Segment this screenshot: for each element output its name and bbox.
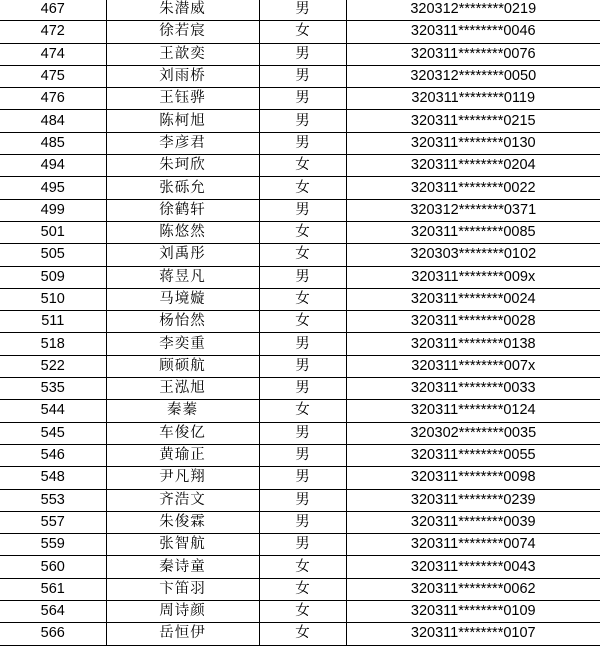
row-number-cell: 560 [0, 556, 106, 578]
name-cell: 尹凡翔 [106, 467, 259, 489]
name-cell: 秦诗童 [106, 556, 259, 578]
id-number-cell: 320311********0033 [346, 378, 600, 400]
id-number-cell: 320303********0102 [346, 244, 600, 266]
name-cell: 王歆奕 [106, 43, 259, 65]
gender-cell: 男 [259, 444, 346, 466]
row-number-cell: 545 [0, 422, 106, 444]
id-number-cell: 320311********007x [346, 355, 600, 377]
id-number-cell: 320311********0107 [346, 623, 600, 645]
id-number-cell: 320312********0050 [346, 65, 600, 87]
name-cell: 卞笛羽 [106, 578, 259, 600]
name-cell: 李奕重 [106, 333, 259, 355]
row-number-cell: 501 [0, 221, 106, 243]
id-number-cell: 320311********0022 [346, 177, 600, 199]
id-number-cell: 320311********0239 [346, 489, 600, 511]
row-number-cell: 474 [0, 43, 106, 65]
table-row [0, 467, 600, 489]
row-number-cell: 535 [0, 378, 106, 400]
table-row [0, 199, 600, 221]
row-number-cell: 509 [0, 266, 106, 288]
id-number-cell: 320311********0043 [346, 556, 600, 578]
row-number-cell: 564 [0, 601, 106, 623]
table-row [0, 601, 600, 623]
table-row [0, 623, 600, 645]
gender-cell: 男 [259, 65, 346, 87]
name-cell: 秦蓁 [106, 400, 259, 422]
row-number-cell: 476 [0, 88, 106, 110]
id-number-cell: 320311********0028 [346, 311, 600, 333]
table-row [0, 132, 600, 154]
gender-cell: 男 [259, 132, 346, 154]
table-row [0, 21, 600, 43]
name-cell: 王钰骅 [106, 88, 259, 110]
table-row [0, 311, 600, 333]
table-row [0, 511, 600, 533]
table-row [0, 556, 600, 578]
id-number-cell: 320311********0039 [346, 511, 600, 533]
gender-cell: 男 [259, 88, 346, 110]
row-number-cell: 548 [0, 467, 106, 489]
name-cell: 蒋昱凡 [106, 266, 259, 288]
id-number-cell: 320311********0130 [346, 132, 600, 154]
table-row [0, 88, 600, 110]
table-row [0, 266, 600, 288]
table-row [0, 155, 600, 177]
row-number-cell: 467 [0, 0, 106, 21]
row-number-cell: 485 [0, 132, 106, 154]
name-cell: 刘雨桥 [106, 65, 259, 87]
table-row [0, 489, 600, 511]
table-row [0, 244, 600, 266]
row-number-cell: 510 [0, 288, 106, 310]
gender-cell: 男 [259, 355, 346, 377]
name-cell: 杨怡然 [106, 311, 259, 333]
name-cell: 朱俊霖 [106, 511, 259, 533]
id-number-cell: 320311********0055 [346, 444, 600, 466]
table-row [0, 534, 600, 556]
name-cell: 张砾允 [106, 177, 259, 199]
table-row [0, 0, 600, 21]
gender-cell: 男 [259, 511, 346, 533]
row-number-cell: 518 [0, 333, 106, 355]
row-number-cell: 499 [0, 199, 106, 221]
id-number-cell: 320311********009x [346, 266, 600, 288]
name-cell: 朱珂欣 [106, 155, 259, 177]
gender-cell: 女 [259, 244, 346, 266]
gender-cell: 男 [259, 422, 346, 444]
gender-cell: 男 [259, 110, 346, 132]
row-number-cell: 495 [0, 177, 106, 199]
gender-cell: 男 [259, 489, 346, 511]
gender-cell: 女 [259, 400, 346, 422]
row-number-cell: 557 [0, 511, 106, 533]
name-cell: 陈悠然 [106, 221, 259, 243]
gender-cell: 男 [259, 534, 346, 556]
name-cell: 岳恒伊 [106, 623, 259, 645]
table-row [0, 333, 600, 355]
gender-cell: 女 [259, 578, 346, 600]
row-number-cell: 553 [0, 489, 106, 511]
name-cell: 马境嫙 [106, 288, 259, 310]
id-number-cell: 320311********0109 [346, 601, 600, 623]
row-number-cell: 494 [0, 155, 106, 177]
gender-cell: 男 [259, 467, 346, 489]
row-number-cell: 511 [0, 311, 106, 333]
gender-cell: 女 [259, 221, 346, 243]
row-number-cell: 484 [0, 110, 106, 132]
gender-cell: 女 [259, 21, 346, 43]
name-cell: 陈柯旭 [106, 110, 259, 132]
id-number-cell: 320312********0219 [346, 0, 600, 21]
table-row [0, 288, 600, 310]
row-number-cell: 472 [0, 21, 106, 43]
name-cell: 齐浩文 [106, 489, 259, 511]
name-cell: 黄瑜正 [106, 444, 259, 466]
id-number-cell: 320311********0119 [346, 88, 600, 110]
name-cell: 顾硕航 [106, 355, 259, 377]
row-number-cell: 505 [0, 244, 106, 266]
id-number-cell: 320302********0035 [346, 422, 600, 444]
name-cell: 周诗颜 [106, 601, 259, 623]
name-cell: 徐若宸 [106, 21, 259, 43]
table-row [0, 378, 600, 400]
table-row [0, 177, 600, 199]
table-row [0, 400, 600, 422]
gender-cell: 女 [259, 556, 346, 578]
name-cell: 车俊亿 [106, 422, 259, 444]
table-row [0, 110, 600, 132]
table-row [0, 43, 600, 65]
gender-cell: 男 [259, 378, 346, 400]
id-number-cell: 320311********0204 [346, 155, 600, 177]
table-row [0, 578, 600, 600]
id-number-cell: 320311********0062 [346, 578, 600, 600]
row-number-cell: 546 [0, 444, 106, 466]
row-number-cell: 544 [0, 400, 106, 422]
row-number-cell: 475 [0, 65, 106, 87]
id-number-cell: 320312********0371 [346, 199, 600, 221]
gender-cell: 女 [259, 288, 346, 310]
id-number-cell: 320311********0085 [346, 221, 600, 243]
name-cell: 徐鹤轩 [106, 199, 259, 221]
table-row [0, 355, 600, 377]
gender-cell: 女 [259, 177, 346, 199]
row-number-cell: 561 [0, 578, 106, 600]
gender-cell: 女 [259, 155, 346, 177]
gender-cell: 男 [259, 333, 346, 355]
gender-cell: 男 [259, 266, 346, 288]
gender-cell: 男 [259, 43, 346, 65]
id-number-cell: 320311********0076 [346, 43, 600, 65]
name-cell: 王泓旭 [106, 378, 259, 400]
table-row [0, 221, 600, 243]
id-number-cell: 320311********0098 [346, 467, 600, 489]
gender-cell: 女 [259, 311, 346, 333]
gender-cell: 女 [259, 601, 346, 623]
row-number-cell: 559 [0, 534, 106, 556]
name-cell: 刘禹彤 [106, 244, 259, 266]
table-row [0, 444, 600, 466]
name-cell: 朱潜威 [106, 0, 259, 21]
row-number-cell: 566 [0, 623, 106, 645]
gender-cell: 男 [259, 0, 346, 21]
id-number-cell: 320311********0124 [346, 400, 600, 422]
id-number-cell: 320311********0215 [346, 110, 600, 132]
id-number-cell: 320311********0074 [346, 534, 600, 556]
id-number-cell: 320311********0138 [346, 333, 600, 355]
id-number-cell: 320311********0024 [346, 288, 600, 310]
name-cell: 李彦君 [106, 132, 259, 154]
gender-cell: 女 [259, 623, 346, 645]
row-number-cell: 522 [0, 355, 106, 377]
id-number-cell: 320311********0046 [346, 21, 600, 43]
table-row [0, 422, 600, 444]
name-cell: 张智航 [106, 534, 259, 556]
gender-cell: 男 [259, 199, 346, 221]
table-row [0, 65, 600, 87]
